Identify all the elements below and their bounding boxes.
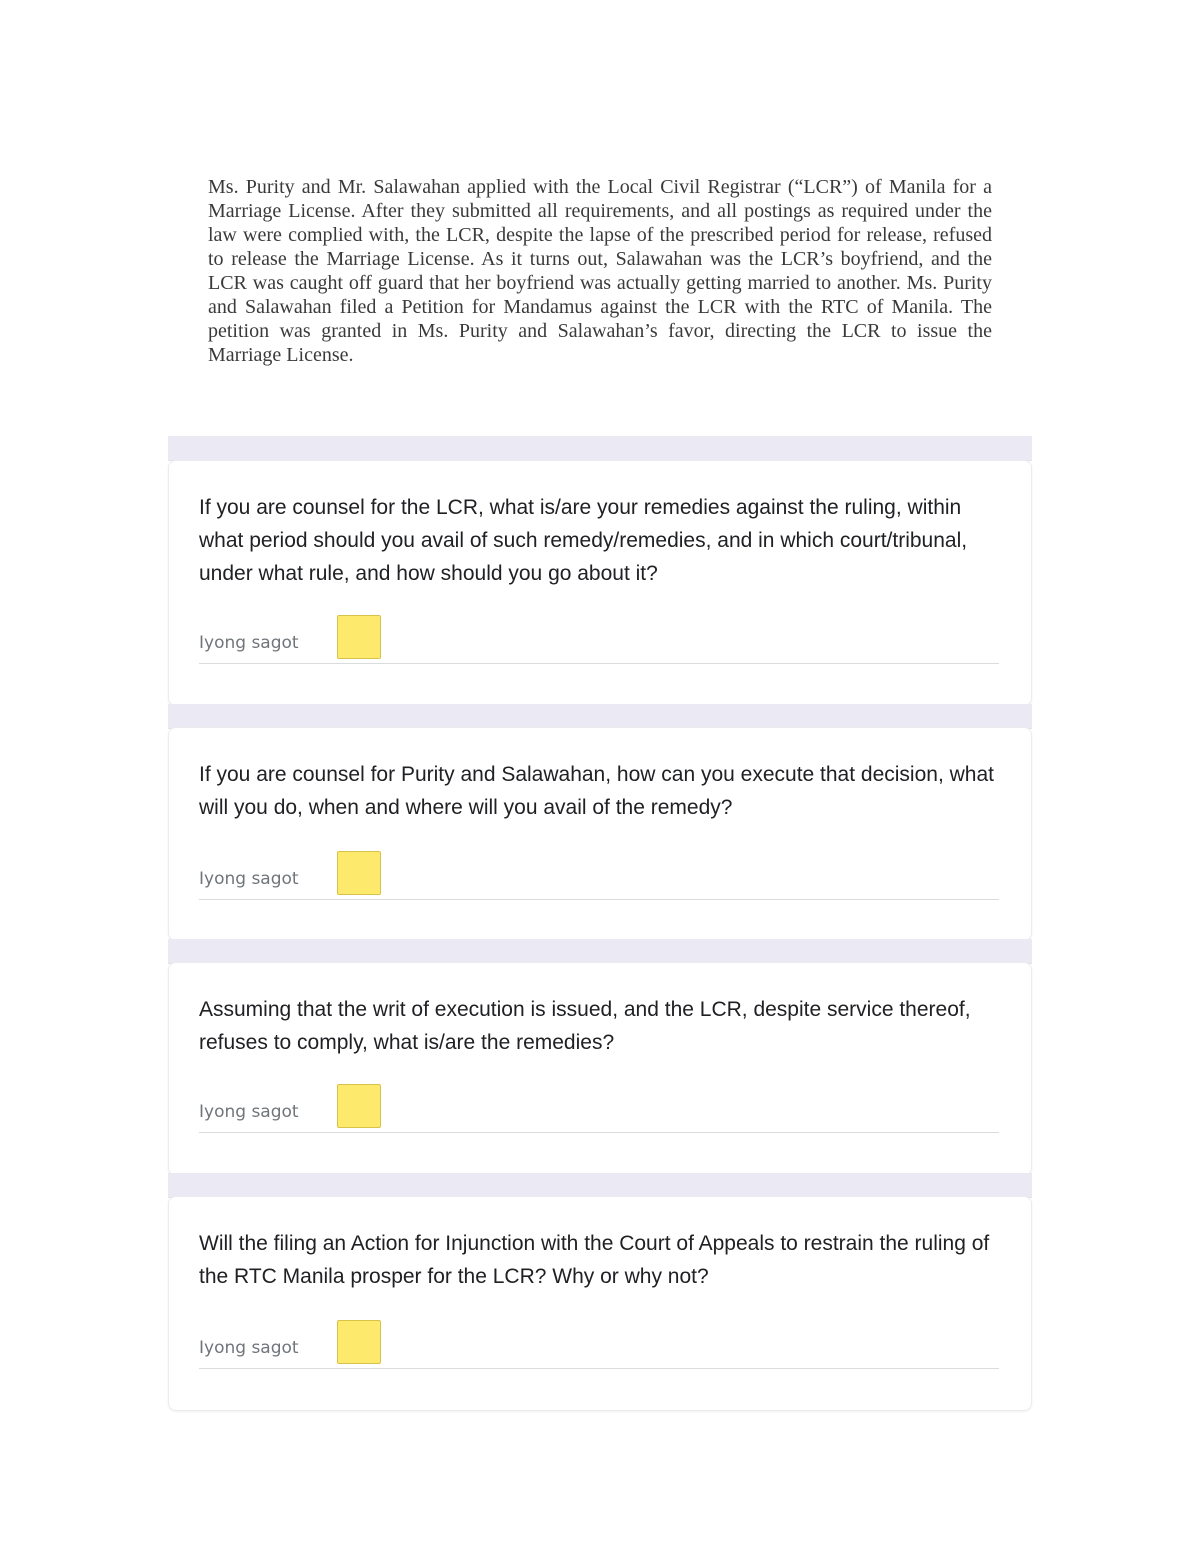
question-text-3: Assuming that the writ of execution is issued, and the LCR, despite service thereof, refuses to comply, what is/are the remedies? (199, 998, 971, 1054)
question-card-2 (168, 727, 1032, 941)
case-passage: Ms. Purity and Mr. Salawahan applied with the Local Civil Registrar (“LCR”) of Manila for a Marriage License. After they submitted all requirements, and all postings as required under the law were complied with, the LCR, despite the lapse of the prescribed period for release, refused to release the Marriage License. As it turns out, Salawahan was the LCR’s boyfriend, and the LCR was caught off guard that her boyfriend was actually getting married to another. Ms. Purity and Salawahan filed a Petition for Mandamus against the LCR with the RTC of Manila. The petition was granted in Ms. Purity and Salawahan’s favor, directing the LCR to issue the Marriage License. (208, 176, 992, 366)
answer-label-4: Iyong sagot (199, 1338, 299, 1358)
question-card-4 (168, 1196, 1032, 1411)
section-divider (168, 939, 1032, 964)
section-divider (168, 704, 1032, 729)
answer-highlight-box-1 (337, 615, 381, 659)
answer-field-2[interactable] (199, 851, 999, 900)
section-divider (168, 1173, 1032, 1198)
answer-label-2: Iyong sagot (199, 869, 299, 889)
answer-highlight-box-4 (337, 1320, 381, 1364)
question-card-1 (168, 460, 1032, 706)
answer-field-3[interactable] (199, 1084, 999, 1133)
section-divider (168, 436, 1032, 461)
answer-label-3: Iyong sagot (199, 1102, 299, 1122)
question-text-4: Will the filing an Action for Injunction with the Court of Appeals to restrain the ruling of the RTC Manila prosper for the LCR? Why or why not? (199, 1232, 990, 1288)
answer-highlight-box-2 (337, 851, 381, 895)
answer-highlight-box-3 (337, 1084, 381, 1128)
question-text-2: If you are counsel for Purity and Salawahan, how can you execute that decision, what will you do, when and where will you avail of the remedy? (199, 763, 994, 819)
answer-label-1: Iyong sagot (199, 633, 299, 653)
question-card-3 (168, 962, 1032, 1176)
answer-field-4[interactable] (199, 1320, 999, 1369)
question-text-1: If you are counsel for the LCR, what is/are your remedies against the ruling, within what period should you avail of such remedy/remedies, and in which court/tribunal, under what rule, and how should you go about it? (199, 496, 968, 585)
answer-field-1[interactable] (199, 615, 999, 664)
